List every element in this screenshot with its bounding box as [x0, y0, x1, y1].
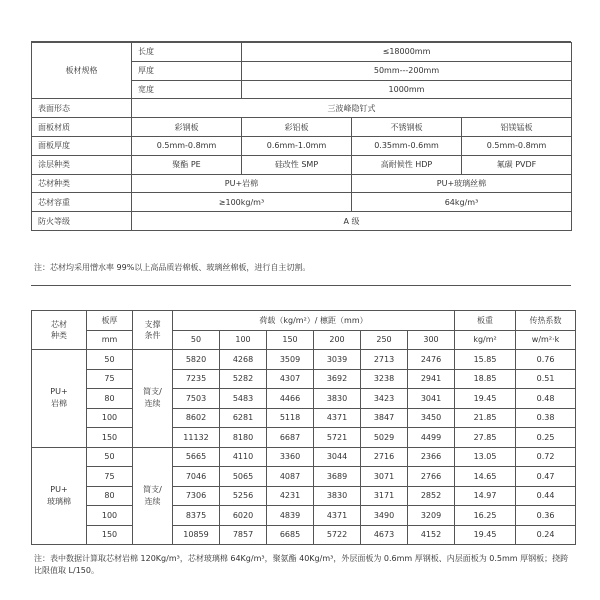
thickness-cell: 80 [87, 486, 133, 506]
load-cell: 2716 [361, 447, 408, 467]
core-density-label: 芯材容重 [32, 193, 132, 212]
heat-cell: 0.36 [516, 506, 576, 526]
panel-thickness-cell: 0.5mm-0.8mm [132, 136, 242, 155]
load-cell: 2366 [408, 447, 455, 467]
thickness-cell: 75 [87, 369, 133, 389]
load-cell: 6687 [267, 428, 314, 448]
heat-cell: 0.76 [516, 350, 576, 370]
load-cell: 3509 [267, 350, 314, 370]
weight-cell: 15.85 [455, 350, 516, 370]
load-cell: 6685 [267, 525, 314, 545]
load-cell: 6281 [220, 408, 267, 428]
weight-cell: 13.05 [455, 447, 516, 467]
weight-cell: 27.85 [455, 428, 516, 448]
width-value: 1000mm [242, 80, 572, 99]
span-header: 50 [173, 330, 220, 350]
coating-label: 涂层种类 [32, 155, 132, 174]
load-cell: 6020 [220, 506, 267, 526]
spec-row-core-density [32, 193, 572, 212]
spec-row-surface [32, 99, 572, 118]
load-cell: 7046 [173, 467, 220, 487]
core-group-line: PU+ [50, 484, 68, 494]
load-cell: 7235 [173, 369, 220, 389]
thickness-cell: 80 [87, 389, 133, 409]
core-type-header-line: 种类 [51, 331, 67, 340]
table-row [32, 525, 576, 545]
core-group-line: 玻璃棉 [47, 496, 71, 506]
thickness-cell: 50 [87, 447, 133, 467]
load-cell: 3360 [267, 447, 314, 467]
support-header-line: 支撑 [144, 320, 161, 329]
span-header: 200 [314, 330, 361, 350]
thickness-cell: 100 [87, 408, 133, 428]
panel-thickness-cell: 0.5mm-0.8mm [462, 136, 572, 155]
core-type-cell: PU+岩棉 [132, 174, 352, 193]
load-cell: 4371 [314, 506, 361, 526]
load-cell: 3847 [361, 408, 408, 428]
load-cell: 2852 [408, 486, 455, 506]
panel-material-cell: 彩铝板 [242, 118, 352, 137]
weight-cell: 19.45 [455, 389, 516, 409]
load-cell: 5118 [267, 408, 314, 428]
load-cell: 3830 [314, 486, 361, 506]
perf-header-row [32, 311, 576, 331]
support-group-line: 连续 [144, 496, 161, 506]
thickness-label: 厚度 [132, 61, 242, 80]
load-cell: 4839 [267, 506, 314, 526]
spec-bottom-rule [31, 285, 571, 286]
load-cell: 2476 [408, 350, 455, 370]
load-cell: 4371 [314, 408, 361, 428]
load-cell: 3041 [408, 389, 455, 409]
length-value: ≤18000mm [242, 43, 572, 62]
surface-value: 三波峰隐钉式 [132, 99, 572, 118]
span-header: 250 [361, 330, 408, 350]
core-type-label: 芯材种类 [32, 174, 132, 193]
weight-cell: 21.85 [455, 408, 516, 428]
span-header: 300 [408, 330, 455, 350]
load-cell: 7857 [220, 525, 267, 545]
core-group-line: 岩棉 [51, 399, 67, 409]
load-cell: 8180 [220, 428, 267, 448]
fire-label: 防火等级 [32, 212, 132, 231]
table-row [32, 428, 576, 448]
table-row [32, 467, 576, 487]
core-type-cell: PU+玻璃丝棉 [352, 174, 572, 193]
board-size-label: 板材规格 [32, 43, 132, 99]
load-cell: 3171 [361, 486, 408, 506]
table-row [32, 486, 576, 506]
spec-row-panel-thickness [32, 136, 572, 155]
panel-thickness-cell: 0.6mm-1.0mm [242, 136, 352, 155]
performance-body [32, 350, 576, 545]
surface-label: 表面形态 [32, 99, 132, 118]
weight-cell: 14.65 [455, 467, 516, 487]
heat-cell: 0.72 [516, 447, 576, 467]
span-header: 150 [267, 330, 314, 350]
support-group-cell [133, 447, 173, 545]
load-cell: 4087 [267, 467, 314, 487]
load-cell: 3039 [314, 350, 361, 370]
load-cell: 3423 [361, 389, 408, 409]
load-cell: 5665 [173, 447, 220, 467]
spec-row-coating [32, 155, 572, 174]
core-type-header-line: 芯材 [51, 320, 67, 329]
table-row [32, 408, 576, 428]
weight-header: 板重 [455, 311, 516, 331]
load-cell: 3071 [361, 467, 408, 487]
core-group-line: PU+ [50, 387, 68, 397]
load-cell: 7503 [173, 389, 220, 409]
panel-thickness-cell: 0.35mm-0.6mm [352, 136, 462, 155]
thickness-cell: 100 [87, 506, 133, 526]
heat-cell: 0.25 [516, 428, 576, 448]
coating-cell: 高耐候性 HDP [352, 155, 462, 174]
width-label: 宽度 [132, 80, 242, 99]
load-cell: 3238 [361, 369, 408, 389]
coating-cell: 硅改性 SMP [242, 155, 352, 174]
load-cell: 4110 [220, 447, 267, 467]
fire-value: A 级 [132, 212, 572, 231]
load-cell: 3450 [408, 408, 455, 428]
heat-cell: 0.51 [516, 369, 576, 389]
load-cell: 8375 [173, 506, 220, 526]
panel-material-label: 面板材质 [32, 118, 132, 137]
load-cell: 5722 [314, 525, 361, 545]
heat-cell: 0.47 [516, 467, 576, 487]
perf-subheader-row [32, 330, 576, 350]
span-header: 100 [220, 330, 267, 350]
thickness-cell: 75 [87, 467, 133, 487]
load-cell: 4466 [267, 389, 314, 409]
load-cell: 5282 [220, 369, 267, 389]
load-cell: 11132 [173, 428, 220, 448]
table-row [32, 369, 576, 389]
load-cell: 3490 [361, 506, 408, 526]
spec-row-length [32, 43, 572, 62]
performance-table [31, 310, 576, 545]
core-type-header [32, 311, 87, 350]
load-cell: 5721 [314, 428, 361, 448]
spec-table [31, 42, 572, 231]
load-cell: 4231 [267, 486, 314, 506]
load-cell: 5483 [220, 389, 267, 409]
thickness-cell: 50 [87, 350, 133, 370]
load-cell: 10859 [173, 525, 220, 545]
weight-cell: 19.45 [455, 525, 516, 545]
load-cell: 5256 [220, 486, 267, 506]
load-cell: 4152 [408, 525, 455, 545]
heat-cell: 0.38 [516, 408, 576, 428]
support-group-line: 连续 [144, 399, 161, 409]
support-header [133, 311, 173, 350]
spec-row-panel-material [32, 118, 572, 137]
support-header-line: 条件 [144, 331, 161, 340]
coating-cell: 氟碳 PVDF [462, 155, 572, 174]
load-cell: 2713 [361, 350, 408, 370]
table-row [32, 447, 576, 467]
heat-cell: 0.24 [516, 525, 576, 545]
thickness-cell: 150 [87, 428, 133, 448]
load-cell: 4673 [361, 525, 408, 545]
table-row [32, 389, 576, 409]
heat-cell: 0.48 [516, 389, 576, 409]
thickness-header: 板厚 [87, 311, 133, 331]
spec-note: 注：芯材均采用憎水率 99%以上高品质岩棉板、玻璃丝棉板，进行自主切割。 [34, 263, 311, 272]
load-cell: 5029 [361, 428, 408, 448]
thickness-value: 50mm---200mm [242, 61, 572, 80]
load-cell: 5065 [220, 467, 267, 487]
load-cell: 7306 [173, 486, 220, 506]
coating-cell: 聚酯 PE [132, 155, 242, 174]
heat-header: 传热系数 [516, 311, 576, 331]
performance-note: 注：表中数据计算取芯材岩棉 120Kg/m³，芯材玻璃棉 64Kg/m³，聚氨酯 40Kg/m³，外层面板为 0.6mm 厚钢板、内层面板为 0.5mm 厚钢板；挠跨比限值取 L/150。 [34, 554, 569, 575]
load-cell: 3830 [314, 389, 361, 409]
core-density-cell: 64kg/m³ [352, 193, 572, 212]
heat-unit: w/m²·k [516, 330, 576, 350]
weight-cell: 14.97 [455, 486, 516, 506]
heat-cell: 0.44 [516, 486, 576, 506]
thickness-cell: 150 [87, 525, 133, 545]
load-cell: 3692 [314, 369, 361, 389]
load-cell: 2766 [408, 467, 455, 487]
load-cell: 4307 [267, 369, 314, 389]
thickness-unit: mm [87, 330, 133, 350]
panel-thickness-label: 面板厚度 [32, 136, 132, 155]
core-density-cell: ≥100kg/m³ [132, 193, 352, 212]
load-cell: 4268 [220, 350, 267, 370]
load-cell: 3044 [314, 447, 361, 467]
support-group-line: 简支/ [143, 484, 162, 494]
load-header: 荷载（kg/m²）/ 檩距（mm） [173, 311, 455, 331]
core-group-cell [32, 350, 87, 448]
load-cell: 3209 [408, 506, 455, 526]
support-group-line: 简支/ [143, 387, 162, 397]
table-row [32, 506, 576, 526]
spec-row-fire [32, 212, 572, 231]
load-cell: 8602 [173, 408, 220, 428]
load-cell: 2941 [408, 369, 455, 389]
spec-row-core-type [32, 174, 572, 193]
panel-material-cell: 不锈钢板 [352, 118, 462, 137]
weight-cell: 16.25 [455, 506, 516, 526]
load-cell: 5820 [173, 350, 220, 370]
length-label: 长度 [132, 43, 242, 62]
panel-material-cell: 铝镁锰板 [462, 118, 572, 137]
load-cell: 4499 [408, 428, 455, 448]
weight-cell: 18.85 [455, 369, 516, 389]
load-cell: 3689 [314, 467, 361, 487]
weight-unit: kg/m² [455, 330, 516, 350]
support-group-cell [133, 350, 173, 448]
panel-material-cell: 彩钢板 [132, 118, 242, 137]
table-row [32, 350, 576, 370]
core-group-cell [32, 447, 87, 545]
